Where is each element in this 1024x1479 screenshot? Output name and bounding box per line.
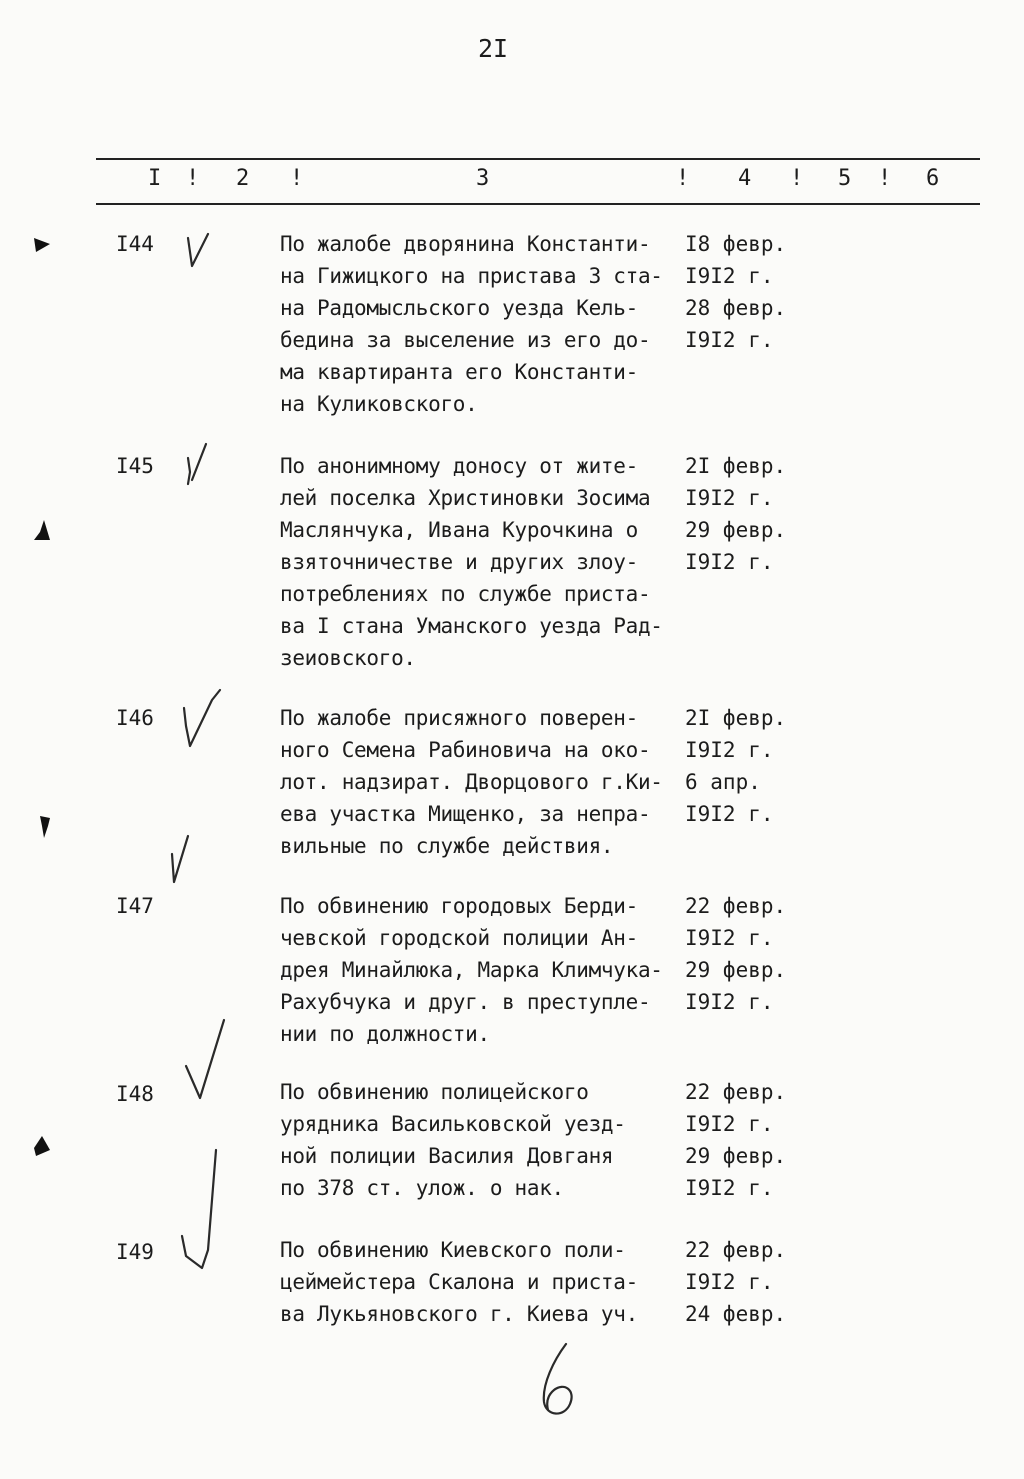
entry-date-line: 24 февр. <box>685 1302 787 1326</box>
entry-date-line: 28 февр. <box>685 296 787 320</box>
entry-date-line: 29 февр. <box>685 518 787 542</box>
header-bottom-rule <box>96 203 980 205</box>
entry-text-line: вильные по службе действия. <box>280 834 614 858</box>
entry-date-line: I9I2 г. <box>685 550 774 574</box>
entry-text-line: По жалобе присяжного поверен- <box>280 706 638 730</box>
entry-text-line: по 378 ст. улож. о нак. <box>280 1176 564 1200</box>
entry-date-line: I9I2 г. <box>685 486 774 510</box>
entry-text-line: лей поселка Христиновки Зосима <box>280 486 651 510</box>
column-header-5: 5 <box>838 166 852 191</box>
column-separator: ! <box>790 166 804 191</box>
entry-date-line: 22 февр. <box>685 1238 787 1262</box>
entry-date-line: 22 февр. <box>685 894 787 918</box>
entry-text-line: дрея Минайлюка, Марка Климчука- <box>280 958 663 982</box>
column-header-4: 4 <box>738 166 752 191</box>
entry-date-line: 29 февр. <box>685 1144 787 1168</box>
entry-text-line: Рахубчука и друг. в преступле- <box>280 990 651 1014</box>
entry-text-line: ва Лукьяновского г. Киева уч. <box>280 1302 638 1326</box>
entry-text-line: на Гижицкого на пристава 3 ста- <box>280 264 663 288</box>
column-separator: ! <box>290 166 304 191</box>
entry-date-line: I9I2 г. <box>685 1112 774 1136</box>
column-header-1: I <box>148 166 162 191</box>
entry-text-line: ва I стана Уманского уезда Рад- <box>280 614 663 638</box>
entry-text-line: ного Семена Рабиновича на око- <box>280 738 651 762</box>
column-header-6: 6 <box>926 166 940 191</box>
column-separator: ! <box>676 166 690 191</box>
entry-text-line: По жалобе дворянина Константи- <box>280 232 651 256</box>
entry-text-line: взяточничестве и других злоу- <box>280 550 638 574</box>
entry-date-line: 2I февр. <box>685 454 787 478</box>
binding-hole-mark-icon <box>32 812 56 842</box>
entry-number: I45 <box>116 454 154 478</box>
entry-date-line: 29 февр. <box>685 958 787 982</box>
entry-text-line: потреблениях по службе приста- <box>280 582 651 606</box>
entry-text-line: ева участка Мищенко, за непра- <box>280 802 651 826</box>
entry-number: I44 <box>116 232 154 256</box>
entry-text-line: урядника Васильковской уезд- <box>280 1112 626 1136</box>
entry-date-line: I9I2 г. <box>685 738 774 762</box>
handwritten-checkmark-icon <box>176 228 236 278</box>
entry-date-line: I9I2 г. <box>685 328 774 352</box>
column-header-3: 3 <box>476 166 490 191</box>
binding-hole-mark-icon <box>30 232 54 256</box>
entry-text-line: лот. надзират. Дворцового г.Ки- <box>280 770 663 794</box>
entry-date-line: 6 апр. <box>685 770 761 794</box>
column-separator: ! <box>878 166 892 191</box>
entry-text-line: цеймейстера Скалона и приста- <box>280 1270 638 1294</box>
entry-text-line: ной полиции Василия Довганя <box>280 1144 614 1168</box>
entry-text-line: По обвинению полицейского <box>280 1080 589 1104</box>
column-separator: ! <box>186 166 200 191</box>
entry-text-line: Маслянчука, Ивана Курочкина о <box>280 518 638 542</box>
entry-date-line: I9I2 г. <box>685 264 774 288</box>
entry-date-line: 22 февр. <box>685 1080 787 1104</box>
handwritten-checkmark-icon <box>180 1012 240 1112</box>
entry-number: I49 <box>116 1240 154 1264</box>
entry-text-line: ма квартиранта его Константи- <box>280 360 638 384</box>
entry-text-line: По анонимному доносу от жите- <box>280 454 638 478</box>
entry-date-line: I8 февр. <box>685 232 787 256</box>
entry-number: I47 <box>116 894 154 918</box>
entry-number: I48 <box>116 1082 154 1106</box>
entry-date-line: I9I2 г. <box>685 1270 774 1294</box>
handwritten-checkmark-icon <box>172 1138 232 1278</box>
entry-text-line: По обвинению городовых Берди- <box>280 894 638 918</box>
binding-hole-mark-icon <box>30 518 54 544</box>
entry-text-line: на Радомысльского уезда Кель- <box>280 296 638 320</box>
page-number: 2I <box>478 34 509 63</box>
entry-text-line: чевской городской полиции Ан- <box>280 926 638 950</box>
binding-hole-mark-icon <box>30 1134 54 1160</box>
entry-date-line: 2I февр. <box>685 706 787 730</box>
entry-date-line: I9I2 г. <box>685 802 774 826</box>
handwritten-checkmark-icon <box>164 830 214 890</box>
entry-text-line: на Куликовского. <box>280 392 478 416</box>
entry-date-line: I9I2 г. <box>685 990 774 1014</box>
entry-text-line: зеиовского. <box>280 646 416 670</box>
handwritten-checkmark-icon <box>172 686 242 756</box>
handwritten-six-icon <box>530 1340 590 1420</box>
handwritten-checkmark-icon <box>176 440 236 490</box>
handwritten-sheet-number <box>530 1340 590 1424</box>
entry-date-line: I9I2 г. <box>685 926 774 950</box>
entry-number: I46 <box>116 706 154 730</box>
entry-text-line: нии по должности. <box>280 1022 490 1046</box>
entry-text-line: бедина за выселение из его до- <box>280 328 651 352</box>
column-header-2: 2 <box>236 166 250 191</box>
entry-text-line: По обвинению Киевского поли- <box>280 1238 626 1262</box>
header-top-rule <box>96 158 980 160</box>
entry-date-line: I9I2 г. <box>685 1176 774 1200</box>
